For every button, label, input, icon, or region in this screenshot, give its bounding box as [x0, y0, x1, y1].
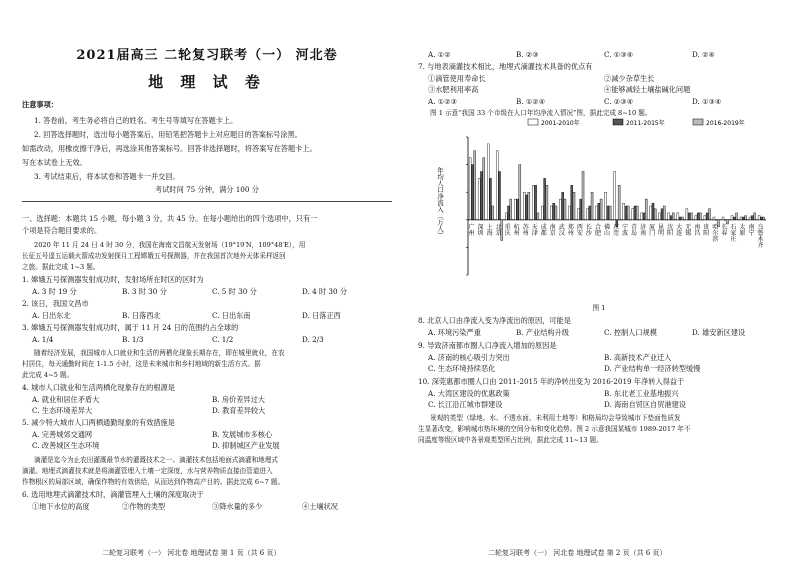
- notice-line: 写在本试卷上无效。: [22, 158, 87, 167]
- question-6: 6. 选用地埋式滴灌技术时，滴灌管埋入土壤的深度取决于: [22, 490, 204, 499]
- figure-caption: 图 1 示意“我国 33 个市级在人口年均净流入情况”图，据此完成 8~10 题。: [430, 109, 652, 117]
- bar: [618, 185, 620, 220]
- bar: [731, 216, 733, 220]
- question-2: 2. 该日，我国文昌市: [22, 299, 89, 308]
- bar: [681, 217, 683, 220]
- category-label: 乌鲁木齐: [755, 223, 763, 248]
- legend-swatch: [613, 119, 623, 125]
- option[interactable]: C. 长江沿江城市群建设: [428, 400, 503, 409]
- question-4: 4. 城市人口就业和生活两栖化现象存在的根源是: [22, 383, 175, 392]
- divider: [22, 201, 392, 202]
- bar: [636, 206, 638, 220]
- question-8-options: [418, 328, 780, 338]
- category-label: 长沙: [584, 223, 592, 236]
- option[interactable]: B. 发展城市多核心: [212, 430, 273, 439]
- category-label: 重庆: [503, 223, 511, 236]
- bar: [713, 217, 715, 220]
- category-label: 石家庄: [728, 223, 736, 242]
- legend-label: 2011-2015年: [626, 120, 665, 127]
- bar: [668, 213, 670, 220]
- bar: [580, 199, 582, 220]
- bar: [688, 213, 690, 220]
- bar: [661, 209, 663, 220]
- question-5-options: [22, 430, 392, 440]
- bar: [634, 206, 636, 220]
- bar: [605, 192, 607, 220]
- bar: [677, 213, 679, 220]
- category-label: 深圳: [476, 223, 484, 236]
- bar: [550, 206, 552, 220]
- bar: [526, 195, 528, 220]
- category-label: 佛山: [602, 223, 610, 236]
- bar: [483, 158, 485, 220]
- bar: [573, 192, 575, 220]
- page-1: [22, 0, 392, 562]
- option[interactable]: D. ①③④: [692, 97, 722, 106]
- passage-text: 随着经济发展，我国城市人口就业和生活的两栖化现象长期存在，即在城里就业，在农: [34, 349, 285, 357]
- option[interactable]: B. 产业结构升级: [516, 328, 569, 337]
- question-7-items: [418, 85, 780, 95]
- bar: [699, 213, 701, 220]
- y-axis-label: 年均人口净流入（万人）: [436, 167, 444, 239]
- bar: [514, 199, 516, 220]
- bar: [589, 206, 591, 220]
- option[interactable]: D. 4 时 30 分: [302, 287, 348, 296]
- bar: [641, 213, 643, 220]
- passage-text: 同温度等级区域中各景观类型所占比例，据此完成 11~13 题。: [418, 436, 603, 444]
- category-label: 昆明: [656, 223, 664, 236]
- question-5-options: [22, 441, 392, 451]
- bar: [645, 199, 647, 220]
- bar: [571, 185, 573, 220]
- notice-line: 2. 回答选择题时，选出每小题答案后，用铅笔把答题卡上对应题目的答案标号涂黑。: [34, 130, 302, 139]
- category-label: 天津: [530, 223, 538, 236]
- question-5: 5. 减少特大城市人口两栖通勤现象的有效措施是: [22, 418, 175, 427]
- bar: [591, 192, 593, 220]
- category-label: 济南: [638, 223, 646, 236]
- bar: [489, 178, 491, 219]
- option: ④土壤状况: [302, 502, 338, 511]
- category-label: 太原: [737, 223, 745, 236]
- bar: [623, 203, 625, 220]
- question-6-options: [22, 502, 392, 512]
- passage-text: 2020 年 11 月 24 日 4 时 30 分，我国在海南文昌航天发射场（19°19′N，109°48′E），用: [34, 241, 306, 249]
- passage-text: 村居住，每天通勤时间在 1-1.5 小时，这是未来城市和乡村地域的新生活方式。据: [22, 360, 261, 368]
- section-intro: 个项是符合题目要求的。: [22, 226, 102, 235]
- passage-text: 滴灌是迄今为止农田灌溉最节水的灌溉技术之一。滴灌技术包括地面式滴灌和地埋式: [34, 456, 278, 464]
- option[interactable]: B. 1/3: [122, 335, 144, 344]
- option[interactable]: A. ①②: [428, 50, 451, 59]
- passage-text: 之旅。据此完成 1~3 题。: [22, 263, 100, 271]
- question-2-options: [22, 311, 392, 321]
- category-label: 哈尔滨: [710, 223, 718, 242]
- bar: [598, 203, 600, 220]
- question-4-options: [22, 406, 392, 416]
- bar: [749, 217, 751, 220]
- bar: [532, 185, 534, 220]
- category-label: 西安: [575, 223, 583, 236]
- item: ①滴管使用寿命长: [428, 74, 486, 83]
- category-label: 无锡: [683, 223, 691, 236]
- bar: [607, 206, 609, 220]
- bar: [496, 151, 498, 220]
- option[interactable]: D. ②④: [692, 50, 715, 59]
- bar: [528, 192, 530, 220]
- figure-label: 图 1: [592, 304, 606, 312]
- question-9-options: [418, 353, 780, 363]
- bar: [643, 213, 645, 220]
- option[interactable]: D. 雄安新区建设: [692, 328, 746, 337]
- bar: [695, 216, 697, 220]
- bar: [724, 220, 726, 221]
- notice-line: 1. 答卷前，考生务必将自己的姓名、考生号等填写在答题卡上。: [34, 116, 238, 125]
- option[interactable]: C. 控制人口规模: [604, 328, 657, 337]
- option[interactable]: D. 抑制城区产业发展: [212, 441, 280, 450]
- category-label: 广州: [467, 223, 475, 236]
- figure-1-chart: [428, 115, 773, 303]
- category-label: 苏州: [521, 223, 529, 236]
- question-10-options: [418, 400, 780, 410]
- bar: [736, 213, 738, 220]
- option[interactable]: A. 完善城郊交通网: [32, 430, 93, 439]
- question-4-options: [22, 395, 392, 405]
- question-7: 7. 与地表滴灌技术相比，地埋式滴灌技术具备的优点有: [418, 62, 593, 71]
- subject-title: 地 理 试 卷: [148, 73, 266, 91]
- question-1: 1. 嫦娥五号探测器发射成功时，发射场所在时区的区时为: [22, 275, 204, 284]
- bar: [690, 213, 692, 220]
- notice-heading: 注意事项：: [22, 100, 58, 109]
- question-7-options: [418, 97, 780, 107]
- bar: [596, 206, 598, 220]
- bar: [758, 216, 760, 220]
- option[interactable]: B. 日落西北: [122, 311, 161, 320]
- category-label: 东莞: [611, 223, 619, 236]
- bar: [733, 217, 735, 220]
- category-label: 长春: [719, 223, 727, 236]
- bar: [722, 217, 724, 220]
- bar: [600, 199, 602, 220]
- option[interactable]: A. 大湾区建设的优惠政策: [428, 389, 510, 398]
- bar: [632, 209, 634, 220]
- section-intro: 一、选择题：本题共 15 小题，每小题 3 分，共 45 分。在每小题给出的四个选项中，只有一: [22, 214, 318, 223]
- passage-text: 景观的类型（绿地、水、不透水面、未利用土地等）和格局均会导致城市下垫面性质发: [430, 414, 681, 422]
- option[interactable]: A. 环境污染严重: [428, 328, 481, 337]
- bar: [517, 199, 519, 220]
- bar: [519, 165, 521, 220]
- bar: [697, 213, 699, 220]
- option: ①地下水位的高度: [32, 502, 90, 511]
- category-label: 宁波: [620, 223, 628, 236]
- bar: [546, 185, 548, 220]
- bar: [535, 185, 537, 220]
- bar: [474, 151, 476, 220]
- option[interactable]: D. 2/3: [302, 335, 324, 344]
- bar: [541, 206, 543, 220]
- bar: [492, 206, 494, 220]
- passage-text: 此完成 4~5 题。: [22, 371, 74, 379]
- category-label: 厦门: [647, 223, 655, 236]
- bar: [740, 217, 742, 220]
- bar: [625, 206, 627, 220]
- category-label: 北京: [494, 223, 502, 236]
- bar: [670, 216, 672, 220]
- category-label: 青岛: [629, 223, 637, 236]
- category-label: 上海: [485, 223, 493, 236]
- bar: [498, 172, 500, 220]
- option: ③降水量的多少: [212, 502, 263, 511]
- question-7-items: [418, 74, 780, 84]
- passage-text: 滴灌。地埋式滴灌技术就是将滴灌管埋入土壤一定深度，水与营养物质直接由管道进入: [22, 467, 273, 475]
- option[interactable]: B. 东北老工业基地振兴: [604, 389, 679, 398]
- bar: [686, 209, 688, 220]
- page-2: [418, 0, 780, 562]
- bar: [544, 178, 546, 219]
- option[interactable]: C. 生态环境持续恶化: [428, 364, 496, 373]
- option[interactable]: A. ①②③: [428, 97, 458, 106]
- option[interactable]: B. ②③: [516, 50, 539, 59]
- notice-line: 3. 考试结束后，将本试卷和答题卡一并交回。: [34, 172, 180, 181]
- bar: [505, 213, 507, 220]
- option[interactable]: A. 1/4: [32, 335, 54, 344]
- question-3-options: [22, 335, 392, 345]
- passage-text: 生显著改变，影响城市热环境的空间分布和变化趋势。图 2 示意我国某城市 1989-2017 年不: [418, 425, 691, 433]
- category-label: 沈阳: [665, 223, 673, 236]
- passage-text: 作物根区的局部区域，确保作物的有效供给，从而达到作物高产目的。据此完成 6~7 题。: [22, 478, 285, 486]
- option[interactable]: C. 1/2: [212, 335, 234, 344]
- option[interactable]: B. 房价差异过大: [212, 395, 265, 404]
- bar: [609, 206, 611, 220]
- bar: [742, 217, 744, 220]
- category-label: 成都: [539, 223, 547, 236]
- bar: [751, 216, 753, 220]
- page-footer: 二轮复习联考（一） 河北卷 地理试卷 第 1 页（共 6 页）: [102, 549, 281, 557]
- bar: [471, 165, 473, 220]
- bar: [627, 206, 629, 220]
- bar: [704, 216, 706, 220]
- bar: [745, 216, 747, 220]
- question-9-options: [418, 364, 780, 374]
- bar: [555, 206, 557, 220]
- question-10: 10. 深莞惠都市圈人口由 2011-2015 年的净转出变为 2016-2019 年净转入得益于: [418, 377, 685, 386]
- bar: [763, 217, 765, 220]
- bar: [672, 213, 674, 220]
- bar: [582, 172, 584, 220]
- option[interactable]: C. ①③④: [604, 50, 634, 59]
- bar: [587, 209, 589, 220]
- bar-chart: [428, 115, 773, 303]
- bar: [663, 206, 665, 220]
- category-label: 杭州: [512, 223, 520, 236]
- item: ②减少杂草生长: [604, 74, 655, 83]
- bar: [480, 172, 482, 220]
- legend-label: 2001-2010年: [541, 120, 580, 127]
- option[interactable]: D. 教育差异较大: [212, 406, 266, 415]
- question-6-answers: [418, 50, 780, 60]
- option[interactable]: A. 3 时 19 分: [32, 287, 77, 296]
- legend-swatch: [693, 119, 703, 125]
- question-10-options: [418, 389, 780, 399]
- category-label: 贵阳: [701, 223, 709, 236]
- option[interactable]: A. 济南的核心吸引力突出: [428, 353, 510, 362]
- bar: [679, 217, 681, 220]
- option[interactable]: B. ①②④: [516, 97, 546, 106]
- bar: [654, 209, 656, 220]
- option[interactable]: C. 日出东南: [212, 311, 251, 320]
- bar: [577, 209, 579, 220]
- legend-label: 2016-2019年: [706, 120, 745, 127]
- option[interactable]: B. 3 时 30 分: [122, 287, 167, 296]
- bar: [469, 158, 471, 220]
- bar: [754, 213, 756, 220]
- bar: [760, 217, 762, 220]
- bar: [487, 144, 489, 220]
- legend-swatch: [528, 119, 538, 125]
- bar: [523, 192, 525, 220]
- question-8: 8. 北京人口由净流入变为净流出的原因，可能是: [418, 316, 571, 325]
- category-label: 南昌: [692, 223, 700, 236]
- option[interactable]: D. 产业结构单一经济转型缓慢: [604, 364, 701, 373]
- bar: [508, 206, 510, 220]
- option[interactable]: C. 5 时 30 分: [212, 287, 257, 296]
- bar: [568, 206, 570, 220]
- category-label: 南京: [548, 223, 556, 236]
- item: ③水肥利用率高: [428, 85, 479, 94]
- bar: [715, 220, 717, 221]
- page-footer: 二轮复习联考（一） 河北卷 地理试卷 第 2 页（共 6 页）: [488, 549, 667, 557]
- category-label: 武汉: [557, 223, 565, 236]
- option[interactable]: D. 海南自贸区自贸港建设: [604, 400, 686, 409]
- bar: [564, 199, 566, 220]
- category-label: 南宁: [746, 223, 754, 236]
- bar: [553, 203, 555, 220]
- bar: [510, 199, 512, 220]
- option[interactable]: A. 日出东北: [32, 311, 71, 320]
- option[interactable]: A. 就业和居住矛盾大: [32, 395, 100, 404]
- category-label: 郑州: [566, 223, 574, 236]
- notice-line: 如需改动，用橡皮擦干净后，再选涂其他答案标号。回答非选择题时，将答案写在答题卡上。: [22, 144, 317, 153]
- bar: [559, 199, 561, 220]
- bar: [537, 213, 539, 220]
- bar: [706, 213, 708, 220]
- question-1-options: [22, 287, 392, 297]
- option[interactable]: C. 改善城区生态环境: [32, 441, 100, 450]
- question-9: 9. 导致济南都市圈人口净流入增加的原因是: [418, 341, 557, 350]
- passage-text: 长征五号遥五运载火箭成功发射探月工程嫦娥五号探测器，并在我国首次地外天体采样返回: [22, 252, 286, 260]
- category-label: 合肥: [593, 223, 601, 236]
- question-3: 3. 嫦娥五号探测器发射成功时，属于 11 月 24 日的范围约占全球的: [22, 323, 239, 332]
- exam-title: 2021届高三 二轮复习联考（一） 河北卷: [76, 48, 338, 63]
- bar: [562, 192, 564, 220]
- bar: [652, 203, 654, 220]
- option[interactable]: C. 生态环境差异大: [32, 406, 93, 415]
- item: ④能够减轻土壤盐碱化问题: [604, 85, 691, 94]
- bar: [614, 172, 616, 220]
- option[interactable]: C. ②③④: [604, 97, 634, 106]
- bar: [659, 213, 661, 220]
- exam-info: 考试时间 75 分钟，满分 100 分: [155, 185, 259, 194]
- option: ②作物的类型: [122, 502, 166, 511]
- option[interactable]: B. 高新技术产业迁入: [604, 353, 672, 362]
- bar: [478, 178, 480, 219]
- option[interactable]: D. 日落正西: [302, 311, 341, 320]
- bar: [650, 206, 652, 220]
- category-label: 大连: [674, 223, 682, 236]
- bar: [708, 209, 710, 220]
